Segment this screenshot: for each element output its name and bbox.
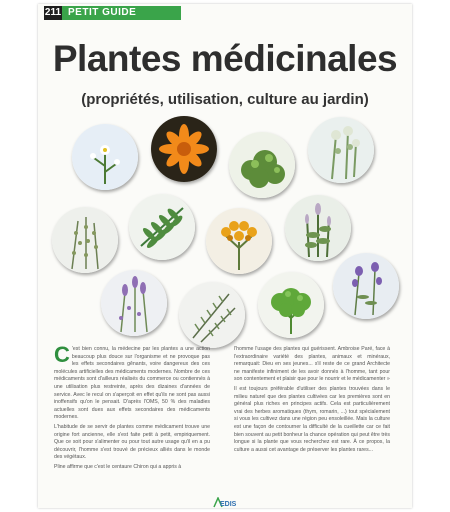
plant-photo-parsley-bunch bbox=[258, 272, 324, 338]
publisher-logo bbox=[212, 497, 238, 508]
book-title: Plantes médicinales bbox=[52, 38, 398, 79]
plant-photo-white-wildflower bbox=[72, 124, 138, 190]
plant-photo-pale-flower-sprigs bbox=[308, 117, 374, 183]
plant-photo-lavender-sprigs bbox=[101, 270, 167, 336]
svg-text:EDIS: EDIS bbox=[220, 501, 237, 508]
series-name: PETIT GUIDE bbox=[68, 7, 137, 18]
paragraph-history: L'habitude de se servir de plantes comme médicament trouve une origine fort ancienne, elle s'est faite petit à petit, empiriquement. Que ce soit pour s'alimenter ou pour tout autre usage qu'il en a pu découvrir, l'homme s'est trouvé de précieux alliés dans le monde des végétaux. bbox=[54, 423, 210, 461]
book-subtitle: (propriétés, utilisation, culture au jardin) bbox=[81, 91, 369, 108]
plant-photo-green-herb-bush bbox=[229, 132, 295, 198]
paragraph-pline: Pline affirme que c'est le centaure Chiron qui a appris à bbox=[54, 463, 182, 470]
drop-cap: C bbox=[54, 342, 70, 367]
paragraph-intro bbox=[54, 342, 210, 422]
plant-photo-rosemary-twigs bbox=[179, 282, 245, 348]
paragraph-culture: Il est toujours préférable d'utiliser des plantes trouvées dans le milieu naturel que des plantes cultivées car les premières sont en général plus riches en principes actifs. Cela est particulièrement vrai des herbes aromatiques (thym, romarin, ...) tout spécialement si vous les cultivez dans une région peu ensoleillée. Mais la culture est une façon de contourner la difficulté de la cueillette car ce fait bien souvent au petit bonheur la chance opération qui peut être très longue si la plante que vous recherchez est rare. À ce propos, la culture a aussi cet avantage de préserver les plantes rares... bbox=[234, 385, 390, 453]
book-cover bbox=[38, 4, 412, 508]
paragraph-intro-text: 'est bien connu, la médecine par les plantes a une action beaucoup plus douce sur l'organisme et ne provoque pas les effets secondaires gênants, voire dangereux des ces molécules artificielles des médicaments modernes. Nombre de ces médicaments sont d'ailleurs réalisés du commerce ou contiennés à une utilisation plus restreinte, après des dizaines d'années de service. Avec le recul on s'aperçoit en effet qu'ils ne sont pas aussi inoffensifs qu'on le pensait. D'après l'OMS, 50 % des maladies actuelles sont dues aux effets secondaires des médicaments modernes. bbox=[54, 346, 210, 421]
paragraph-ambroise-pare: l'homme l'usage des plantes qui guérissent. Ambroise Paré, face à l'extraordinaire variété des plantes, animaux et minéraux, remarquait: Dieu en ses jeunes... s'il reste de ce grand Architecte ne manifeste infiniment de les avoir donnés à l'homme, tant pour son contentement et plaisir que pour le nourrir et le médicamenter » bbox=[234, 346, 390, 383]
plant-photo-yellow-tansy bbox=[206, 208, 272, 274]
series-number: 211 bbox=[44, 7, 62, 18]
series-banner bbox=[44, 6, 181, 20]
plant-photo-fern-leaf bbox=[129, 194, 195, 260]
plant-photo-thyme-sprigs bbox=[52, 207, 118, 273]
text-column-right bbox=[234, 346, 390, 456]
text-column-left bbox=[54, 342, 210, 474]
plant-photo-orange-marigold bbox=[151, 116, 217, 182]
plant-photo-purple-bellflowers bbox=[333, 253, 399, 319]
plant-photo-nettle-spikes bbox=[285, 195, 351, 261]
